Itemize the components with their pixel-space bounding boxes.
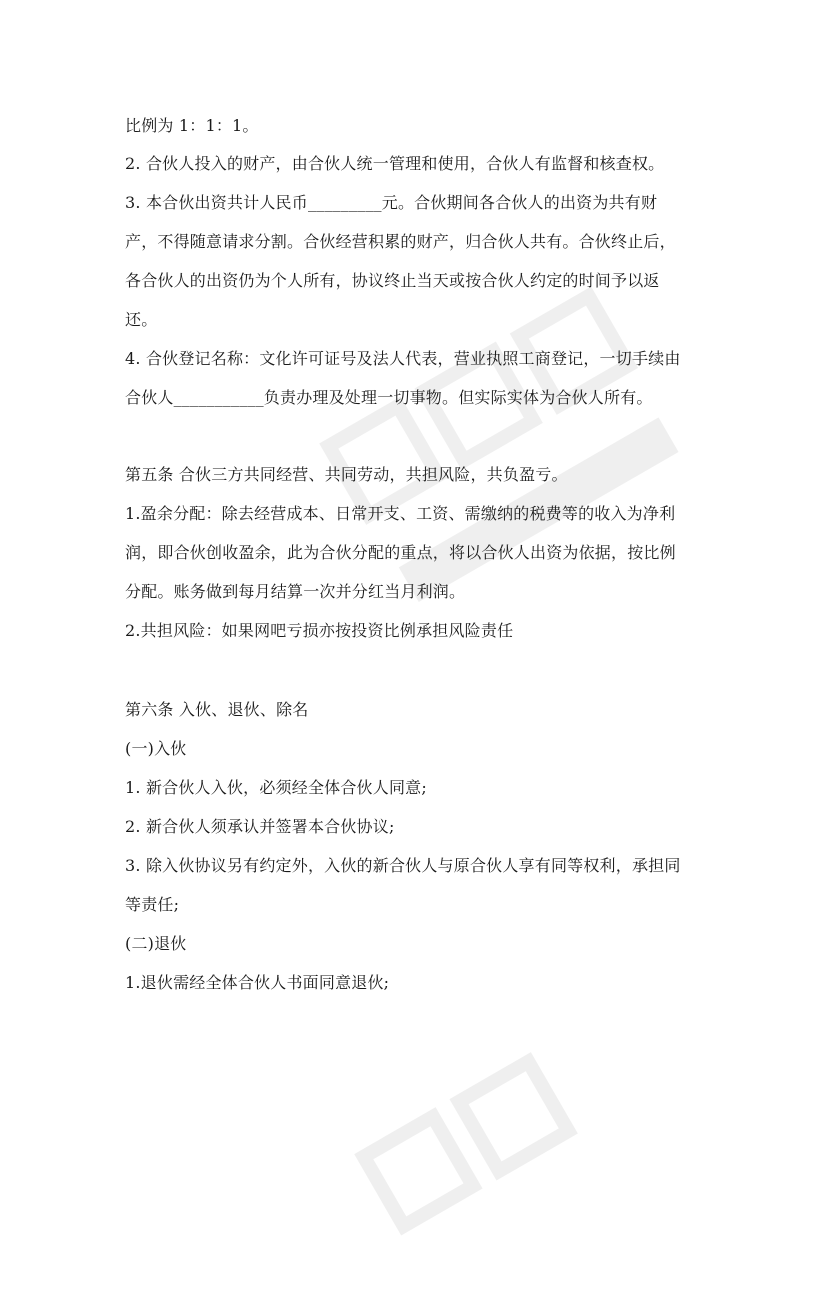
text-line: 1. 新合伙人入伙，必须经全体合伙人同意; [125, 778, 427, 797]
watermark-icon [309, 962, 711, 1298]
text-line: 分配。账务做到每月结算一次并分红当月利润。 [125, 582, 466, 601]
text-line: 4. 合伙登记名称：文化许可证号及法人代表，营业执照工商登记，一切手续由 [125, 349, 681, 368]
text-line: 1.盈余分配：除去经营成本、日常开支、工资、需缴纳的税费等的收入为净利 [125, 504, 676, 523]
text-line: 合伙人___________负责办理及处理一切事物。但实际实体为合伙人所有。 [125, 388, 653, 407]
section-heading: 第五条 合伙三方共同经营、共同劳动，共担风险，共负盈亏。 [125, 465, 568, 484]
text-line: 2. 新合伙人须承认并签署本合伙协议; [125, 817, 395, 836]
text-line: 润，即合伙创收盈余，此为合伙分配的重点，将以合伙人出资为依据，按比例 [125, 543, 676, 562]
section-heading: 第六条 入伙、退伙、除名 [125, 700, 309, 719]
text-line: 3. 本合伙出资共计人民币_________元。合伙期间各合伙人的出资为共有财 [125, 193, 658, 212]
text-line: (二)退伙 [125, 934, 187, 953]
text-line: 比例为 1：1：1。 [125, 116, 259, 135]
text-line: 2. 合伙人投入的财产，由合伙人统一管理和使用，合伙人有监督和核查权。 [125, 154, 665, 173]
text-line: 等责任; [125, 895, 180, 914]
text-line: 还。 [125, 310, 158, 329]
text-line: 1.退伙需经全体合伙人书面同意退伙; [125, 973, 390, 992]
text-line: 2.共担风险：如果网吧亏损亦按投资比例承担风险责任 [125, 621, 514, 640]
text-line: 各合伙人的出资仍为个人所有，协议终止当天或按合伙人约定的时间予以返 [125, 271, 660, 290]
text-line: (一)入伙 [125, 739, 187, 758]
text-line: 3. 除入伙协议另有约定外，入伙的新合伙人与原合伙人享有同等权利，承担同 [125, 856, 681, 875]
text-line: 产，不得随意请求分割。合伙经营积累的财产，归合伙人共有。合伙终止后， [125, 232, 676, 251]
